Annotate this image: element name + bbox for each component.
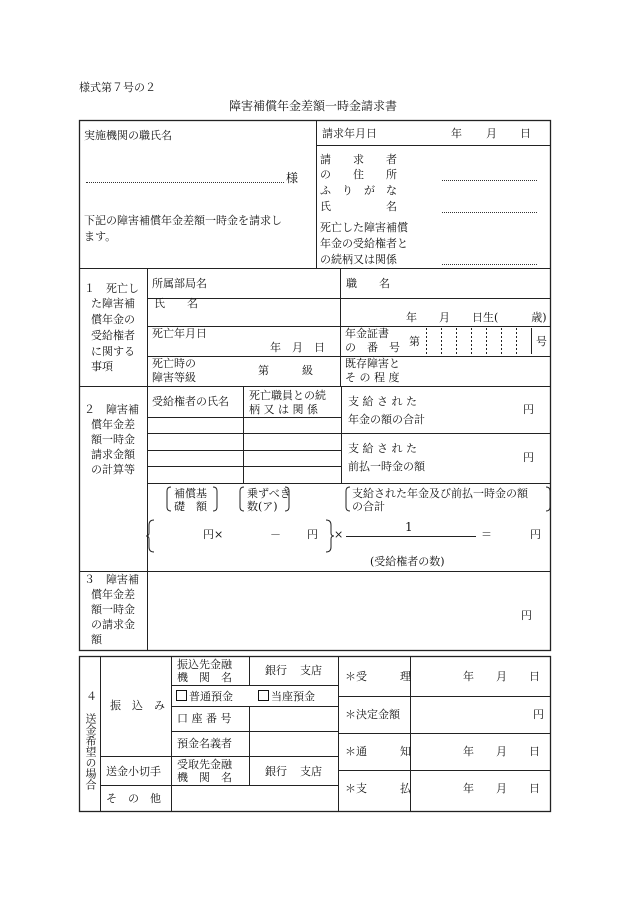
sec1-line-1: １ 死亡し (84, 282, 139, 295)
bank-label-1: 振込先金融 (177, 658, 232, 671)
other-label: そ の 他 (106, 792, 161, 805)
sec3-line-2: 償年金差 (91, 588, 135, 601)
deceased-name-label: 氏 名 (154, 297, 198, 310)
request-text-line2: ます。 (84, 230, 117, 243)
office-label-payment: ＊支 払 (345, 782, 411, 795)
claimant-label-2: の 住 所 (320, 168, 397, 181)
paid-advance-yen: 円 (523, 451, 534, 464)
sum-label-2: の合計 (352, 500, 385, 513)
recv-ginko: 銀行 (265, 765, 287, 778)
relation2-label-1: 死亡職員との続 (249, 389, 326, 402)
cert-label-2: の 番 号 (345, 341, 400, 354)
futsu-box-icon[interactable] (176, 690, 187, 701)
futsu-label: 普通預金 (189, 690, 233, 703)
request-date-year: 年 (451, 127, 462, 140)
sec3-yen: 円 (521, 609, 532, 622)
toza-box-icon[interactable] (258, 690, 269, 701)
bank-shiten: 支店 (300, 664, 322, 677)
dept-label: 所属部局名 (152, 277, 207, 290)
birth-date: 年 月 日生( 歳) (406, 311, 547, 324)
cert-label-1: 年金証書 (345, 327, 389, 340)
toza-label: 当座預金 (271, 690, 315, 703)
sec1-line-6: 事項 (91, 360, 113, 373)
sec1-line-2: た障害補 (91, 297, 135, 310)
office-value-payment: 年 月 日 (463, 782, 540, 795)
paid-advance-label-1: 支 給 さ れ た (348, 442, 417, 455)
sec3-line-5: 額 (91, 633, 102, 646)
grade-label-1: 死亡時の (152, 357, 196, 370)
formula-denominator: (受給権者の数) (370, 555, 445, 568)
paid-pension-label-1: 支 給 さ れ た (348, 395, 417, 408)
base-label-1: 補償基 (174, 487, 207, 500)
sec3-line-1: ３ 障害補 (84, 573, 139, 586)
base-label-2: 礎 額 (174, 500, 207, 513)
formula-result-yen: 円 (530, 528, 541, 541)
account-number-label: 口 座 番 号 (177, 712, 232, 725)
mult-label-2: 数(ア) (247, 500, 278, 513)
sec2-line-4: 請求金額 (91, 448, 135, 461)
formula-minus: － (270, 528, 281, 541)
office-label-receipt: ＊受 理 (345, 670, 411, 683)
request-date-month: 月 (486, 127, 497, 140)
request-date-label: 請求年月日 (322, 127, 377, 140)
death-date-value: 年 月 日 (270, 341, 325, 354)
claimant-label-3: ふ り が な (320, 184, 397, 197)
formula-yen: 円 (307, 528, 318, 541)
sec3-line-4: の請求金 (91, 618, 135, 631)
mult-label-1: 乗ずべき (247, 487, 291, 500)
furikomi-label: 振 込 み (110, 699, 165, 712)
sec1-line-5: に関する (91, 345, 135, 358)
recipient-name-label: 受給権者の氏名 (152, 395, 229, 408)
office-value-notice: 年 月 日 (463, 745, 540, 758)
futsu-checkbox[interactable] (176, 690, 233, 702)
recv-bank-label-1: 受取先金融 (177, 758, 232, 771)
office-label-notice: ＊通 知 (345, 745, 411, 758)
existing-label-1: 既存障害と (345, 357, 400, 370)
formula-yen-times: 円× (203, 528, 224, 541)
sama-label: 様 (286, 171, 299, 185)
agency-label: 実施機関の職氏名 (84, 129, 172, 142)
agency-name-field[interactable] (86, 182, 284, 183)
sec2-line-5: の計算等 (91, 463, 135, 476)
relation2-label-2: 柄 又 は 関 係 (249, 403, 318, 416)
account-name-label: 預金名義者 (177, 737, 232, 750)
sec3-line-3: 額一時金 (91, 603, 135, 616)
claimant-label-4: 氏 名 (320, 200, 397, 213)
relation-line-2: 年金の受給権者と (320, 237, 408, 250)
kogitte-label: 送金小切手 (106, 765, 161, 778)
formula-times: × (334, 528, 344, 541)
formula-numerator: 1 (405, 520, 413, 534)
relation-field[interactable] (442, 264, 537, 265)
toza-checkbox[interactable] (258, 690, 315, 702)
recv-bank-label-2: 機 関 名 (177, 771, 232, 784)
form-number: 様式第７号の２ (79, 81, 156, 94)
relation-line-3: の続柄又は関係 (320, 253, 397, 266)
grade-label-2: 障害等級 (152, 371, 196, 384)
sec4-vertical-label: 送金希望の場合 (84, 712, 97, 790)
paid-pension-label-2: 年金の額の合計 (348, 413, 425, 426)
request-date-day: 日 (520, 127, 531, 140)
claimant-name-field[interactable] (442, 212, 537, 213)
grade-value: 第 級 (258, 364, 313, 377)
cert-go: 号 (536, 335, 547, 348)
relation-line-1: 死亡した障害補償 (320, 221, 408, 234)
request-text-line1: 下記の障害補償年金差額一時金を請求し (84, 214, 282, 227)
sec2-line-3: 額一時金 (91, 433, 135, 446)
bank-label-2: 機 関 名 (177, 671, 232, 684)
claimant-label-1: 請 求 者 (320, 153, 397, 166)
office-value-receipt: 年 月 日 (463, 670, 540, 683)
death-date-label: 死亡年月日 (152, 327, 207, 340)
existing-label-2: そ の 程 度 (345, 371, 400, 384)
sec2-line-1: ２ 障害補 (84, 403, 139, 416)
paid-advance-label-2: 前払一時金の額 (348, 460, 425, 473)
sec1-line-4: 受給権者 (91, 329, 135, 342)
bank-ginko: 銀行 (265, 664, 287, 677)
sec2-line-2: 償年金差 (91, 418, 135, 431)
position-label: 職 名 (346, 277, 390, 290)
claimant-address-field[interactable] (442, 180, 537, 181)
sec4-number: ４ (86, 690, 97, 703)
sec1-line-3: 償年金の (91, 313, 135, 326)
form-title: 障害補償年金差額一時金請求書 (229, 99, 398, 113)
cert-dai: 第 (409, 335, 420, 348)
paid-pension-yen: 円 (523, 403, 534, 416)
sum-label-1: 支給された年金及び前払一時金の額 (352, 487, 528, 500)
recv-shiten: 支店 (300, 765, 322, 778)
formula-equals: ＝ (481, 528, 492, 541)
office-value-amount: 円 (533, 708, 544, 721)
office-label-amount: ＊決定金額 (345, 708, 400, 721)
